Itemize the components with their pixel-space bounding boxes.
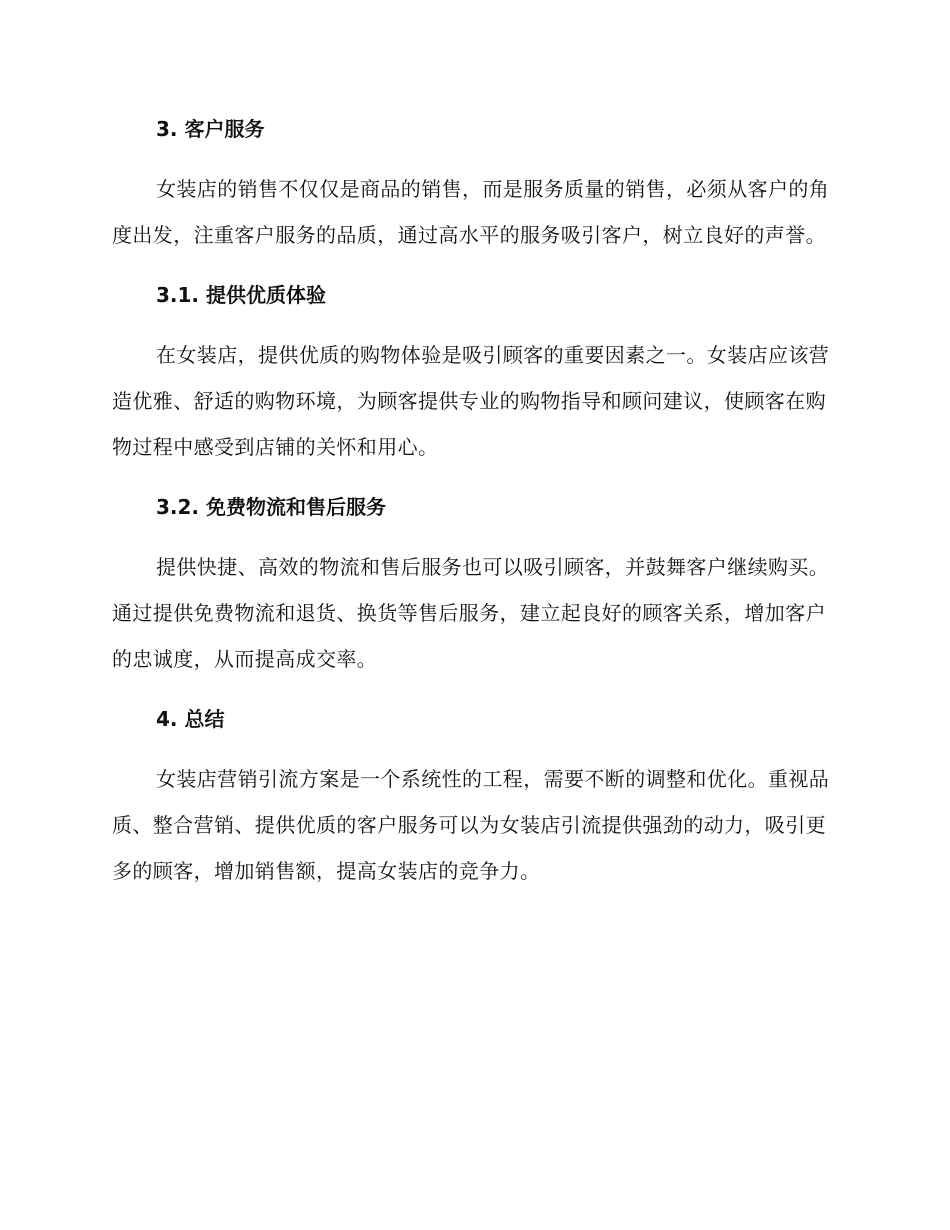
section-heading-customer-service: 3. 客户服务 [156, 117, 265, 141]
section-paragraph-quality-experience: 在女装店，提供优质的购物体验是吸引顾客的重要因素之一。女装店应该营造优雅、舒适的购物环境，为顾客提供专业的购物指导和顾问建议，使顾客在购物过程中感受到店铺的关怀和用心。 [112, 343, 830, 459]
section-heading-quality-experience: 3.1. 提供优质体验 [156, 283, 326, 307]
section-heading-logistics-aftersales: 3.2. 免费物流和售后服务 [156, 495, 386, 519]
document-body [112, 112, 832, 894]
section-paragraph-logistics-aftersales: 提供快捷、高效的物流和售后服务也可以吸引顾客，并鼓舞客户继续购买。通过提供免费物流和退货、换货等售后服务，建立起良好的顾客关系，增加客户的忠诚度，从而提高成交率。 [112, 555, 830, 671]
section-paragraph-customer-service: 女装店的销售不仅仅是商品的销售，而是服务质量的销售，必须从客户的角度出发，注重客户服务的品质，通过高水平的服务吸引客户，树立良好的声誉。 [112, 177, 830, 247]
section-paragraph-summary: 女装店营销引流方案是一个系统性的工程，需要不断的调整和优化。重视品质、整合营销、提供优质的客户服务可以为女装店引流提供强劲的动力，吸引更多的顾客，增加销售额，提高女装店的竞争力。 [112, 767, 830, 883]
section-heading-summary: 4. 总结 [156, 707, 225, 731]
